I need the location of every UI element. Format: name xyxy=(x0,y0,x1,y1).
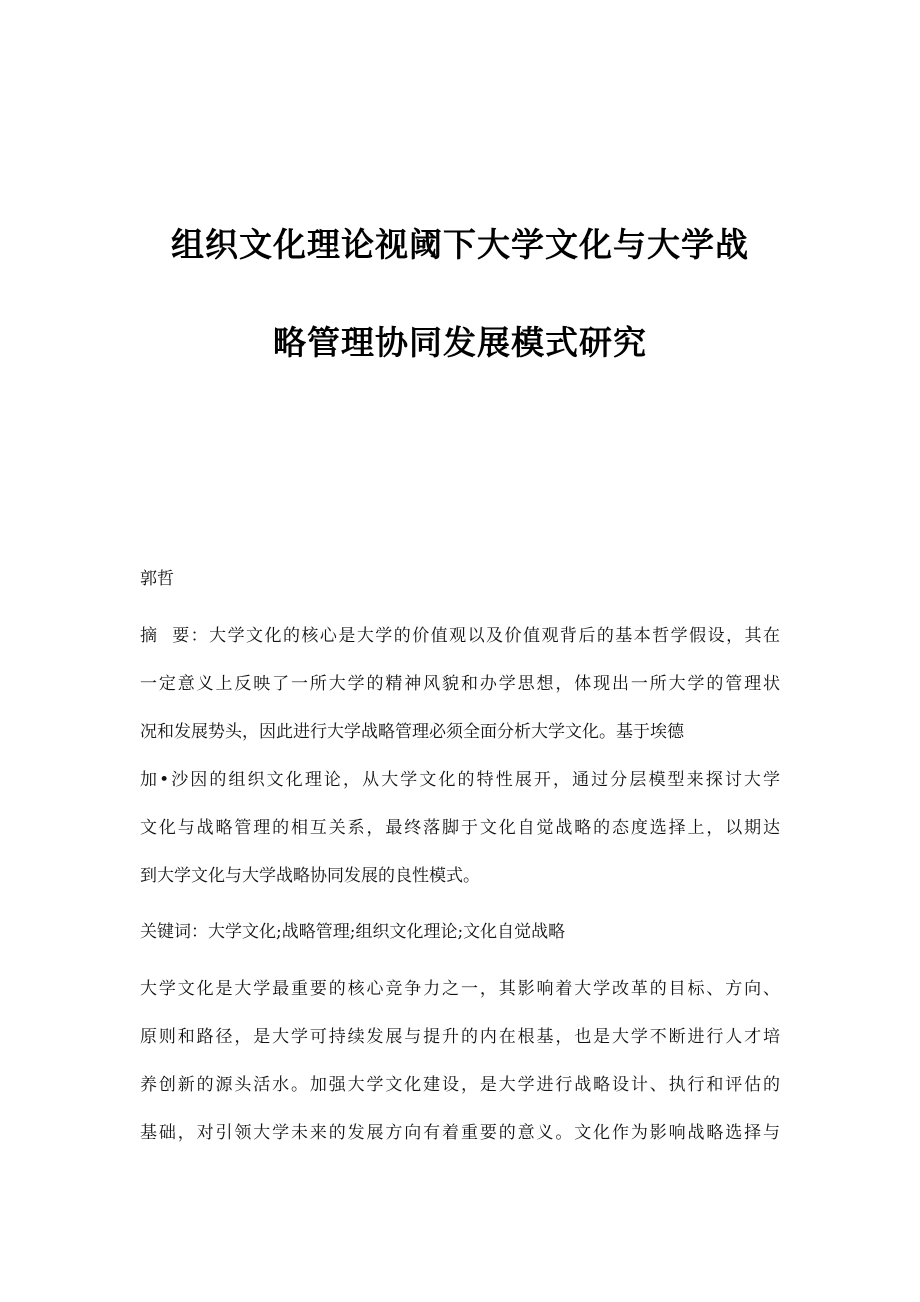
abstract-label: 摘 要： xyxy=(140,626,210,646)
body-line-4: 基础，对引领大学未来的发展方向有着重要的意义。文化作为影响战略选择与 xyxy=(140,1123,780,1143)
abstract-text: 大学文化的核心是大学的价值观以及价值观背后的基本哲学假设，其在 xyxy=(209,626,780,646)
abstract-line-5: 文化与战略管理的相互关系，最终落脚于文化自觉战略的态度选择上，以期达 xyxy=(140,818,780,838)
paper-title-line-2: 略管理协同发展模式研究 xyxy=(273,323,647,362)
keywords-text: 大学文化;战略管理;组织文化理论;文化自觉战略 xyxy=(208,922,566,942)
abstract-line-4: 加•沙因的组织文化理论，从大学文化的特性展开，通过分层模型来探讨大学 xyxy=(140,770,780,790)
abstract-line-1 xyxy=(140,624,780,648)
abstract-line-6: 到大学文化与大学战略协同发展的良性模式。 xyxy=(140,866,480,886)
paper-title-line-1: 组织文化理论视阈下大学文化与大学战 xyxy=(171,225,749,264)
abstract-line-3: 况和发展势头，因此进行大学战略管理必须全面分析大学文化。基于埃德 xyxy=(140,722,684,742)
keywords-label: 关键词： xyxy=(140,922,208,942)
body-line-2: 原则和路径，是大学可持续发展与提升的内在根基，也是大学不断进行人才培 xyxy=(140,1027,780,1047)
body-line-3: 养创新的源头活水。加强大学文化建设，是大学进行战略设计、执行和评估的 xyxy=(140,1075,780,1095)
body-line-1: 大学文化是大学最重要的核心竞争力之一，其影响着大学改革的目标、方向、 xyxy=(140,979,780,999)
keywords-line xyxy=(140,920,780,944)
abstract-line-2: 一定意义上反映了一所大学的精神风貌和办学思想，体现出一所大学的管理状 xyxy=(140,674,780,694)
author-name: 郭哲 xyxy=(140,569,174,589)
